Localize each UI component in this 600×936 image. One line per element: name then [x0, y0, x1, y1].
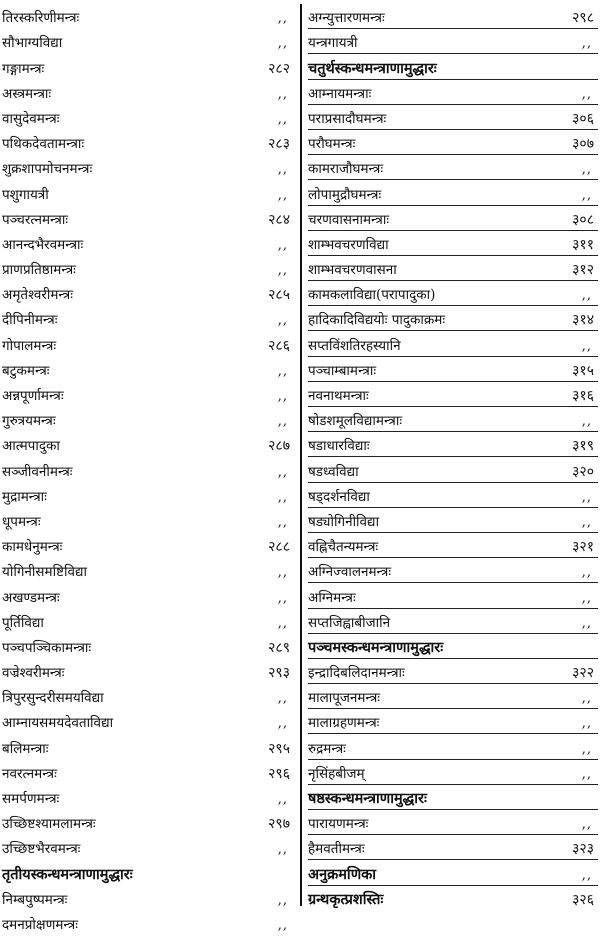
toc-entry [2, 306, 294, 331]
toc-entry [308, 760, 598, 785]
entry-title: आम्नायसमयदेवताविद्या [2, 715, 114, 732]
entry-title: वज्रेश्वरीमन्त्रः [2, 665, 65, 682]
entry-title: षडाधारविद्याः [308, 438, 370, 455]
page-number: २८८ [268, 539, 290, 556]
ditto-mark: ,, [277, 389, 288, 404]
page-number: २८३ [268, 136, 290, 153]
toc-entry [308, 558, 598, 583]
page-number: २८५ [268, 287, 290, 304]
entry-title: वह्निचैतन्यमन्त्रः [308, 539, 379, 556]
page-number: ३२१ [572, 539, 594, 556]
toc-entry [2, 432, 294, 457]
column-divider [300, 4, 302, 906]
ditto-mark: ,, [277, 11, 288, 27]
entry-title: तिरस्करिणीमन्त्रः [2, 10, 80, 27]
toc-entry [2, 583, 294, 608]
toc-entry [308, 80, 598, 105]
toc-entry [308, 281, 598, 306]
toc-entry [308, 407, 598, 432]
toc-entry [2, 810, 294, 835]
toc-entry [2, 709, 294, 734]
ditto-mark: ,, [277, 892, 288, 908]
toc-entry [2, 130, 294, 155]
page-number: २९५ [268, 740, 290, 757]
entry-title: नृसिंहबीजम् [308, 765, 365, 782]
entry-title: नवनाथमन्त्राः [308, 388, 369, 404]
ditto-mark: ,, [277, 691, 288, 707]
page-number: ३२६ [572, 891, 594, 908]
entry-title: पारायणमन्त्रः [308, 816, 369, 833]
toc-entry [2, 886, 294, 911]
toc-entry [2, 911, 294, 936]
ditto-mark: ,, [277, 792, 288, 807]
section-heading-row [308, 860, 598, 885]
toc-entry [308, 130, 598, 155]
toc-entry [308, 734, 598, 759]
ditto-mark: ,, [277, 590, 288, 606]
section-heading: चतुर्थस्कन्धमन्त्राणामुद्धारः [308, 59, 437, 77]
toc-entry [308, 533, 598, 558]
entry-title: मालापूजनमन्त्रः [308, 690, 381, 707]
toc-entry [2, 357, 294, 382]
ditto-mark: ,, [581, 514, 592, 530]
entry-title: नवरत्नमन्त्रः [2, 765, 57, 782]
toc-entry [2, 382, 294, 407]
page-number: २८४ [268, 211, 290, 228]
ditto-mark: ,, [581, 489, 592, 505]
ditto-mark: ,, [581, 867, 592, 883]
entry-title: कामकलाविद्या(परापादुका) [308, 287, 436, 304]
entry-title: शुक्रशापमोचनमन्त्रः [2, 161, 93, 178]
entry-title: षड्दर्शनविद्या [308, 488, 370, 505]
ditto-mark: ,, [581, 288, 592, 304]
ditto-mark: ,, [277, 489, 288, 505]
page-number: २८७ [268, 438, 290, 455]
page-number: ३०७ [572, 136, 594, 153]
toc-entry [308, 357, 598, 382]
toc-entry [2, 407, 294, 432]
entry-title: गङ्गामन्त्रः [2, 60, 45, 77]
ditto-mark: ,, [581, 615, 592, 631]
section-heading: अनुक्रमणिका [308, 865, 377, 883]
entry-title: षडध्वविद्या [308, 463, 359, 480]
toc-entry [308, 583, 598, 608]
toc-entry [308, 306, 598, 331]
ditto-mark: ,, [277, 716, 288, 732]
toc-entry [2, 659, 294, 684]
ditto-mark: ,, [581, 741, 592, 757]
toc-entry [2, 609, 294, 634]
page-number: ३०६ [572, 110, 594, 127]
page-number: २९८ [572, 10, 594, 27]
entry-title: आम्नायमन्त्राः [308, 85, 372, 102]
toc-entry [2, 835, 294, 860]
page-number: ३२३ [572, 841, 594, 858]
right-column [308, 4, 598, 911]
toc-entry [2, 558, 294, 583]
toc-entry [308, 331, 598, 356]
entry-title: धूपमन्त्रः [2, 513, 41, 530]
page-number: ३२० [572, 463, 594, 480]
entry-title: बलिमन्त्राः [2, 740, 49, 757]
section-heading: षष्ठस्कन्धमन्त्राणामुद्धारः [308, 790, 427, 807]
toc-entry [2, 105, 294, 130]
toc-entry [2, 734, 294, 759]
section-heading: तृतीयस्कन्धमन्त्राणामुद्धारः [2, 865, 133, 883]
ditto-mark: ,, [581, 691, 592, 707]
entry-title: समर्पणमन्त्रः [2, 791, 60, 807]
entry-title: पथिकदेवतामन्त्राः [2, 136, 85, 153]
toc-entry [2, 331, 294, 356]
toc-entry [308, 457, 598, 482]
toc-entry [308, 206, 598, 231]
toc-entry [2, 457, 294, 482]
toc-entry [2, 29, 294, 54]
entry-title: चरणवासनामन्त्राः [308, 211, 390, 228]
entry-title: अन्नपूर्णामन्त्रः [2, 388, 64, 404]
toc-entry [2, 231, 294, 256]
page-number: ३११ [572, 236, 594, 253]
ditto-mark: ,, [581, 338, 592, 354]
entry-title: आनन्दभैरवमन्त्राः [2, 236, 84, 253]
toc-entry [2, 80, 294, 105]
ditto-mark: ,, [581, 766, 592, 782]
entry-title: मालाग्रहणमन्त्रः [308, 715, 380, 732]
toc-entry [308, 709, 598, 734]
page-number: ३१४ [572, 312, 594, 329]
entry-title: कामधेनुमन्त्रः [2, 539, 63, 556]
entry-title: रुद्रमन्त्रः [308, 740, 346, 757]
entry-title: गुरुत्रयमन्त्रः [2, 413, 56, 430]
page-number: २८९ [268, 639, 290, 656]
toc-entry [308, 609, 598, 634]
ditto-mark: ,, [277, 917, 288, 933]
entry-title: सप्तजिह्वाबीजानि [308, 614, 391, 631]
page-number: ३१२ [572, 262, 594, 279]
section-heading: ग्रन्थकृत्प्रशस्तिः [308, 890, 384, 908]
ditto-mark: ,, [277, 187, 288, 203]
ditto-mark: ,, [277, 313, 288, 329]
toc-entry [308, 105, 598, 130]
entry-title: प्राणप्रतिष्ठामन्त्रः [2, 262, 76, 279]
section-heading: पञ्चमस्कन्धमन्त्राणामुद्धारः [308, 638, 444, 656]
toc-entry [308, 483, 598, 508]
entry-title: दीपिनीमन्त्रः [2, 312, 58, 329]
entry-title: पराप्रसादौघमन्त्रः [308, 110, 387, 127]
entry-title: वासुदेवमन्त्रः [2, 110, 60, 127]
entry-title: उच्छिष्टश्यामलामन्त्रः [2, 816, 96, 833]
toc-entry [308, 256, 598, 281]
ditto-mark: ,, [277, 162, 288, 178]
entry-title: शाम्भवचरणविद्या [308, 236, 389, 253]
entry-title: अग्निमन्त्रः [308, 589, 356, 606]
toc-entry [308, 29, 598, 54]
page-number: ३१९ [572, 438, 594, 455]
toc-entry [2, 760, 294, 785]
entry-title: सञ्जीवनीमन्त्रः [2, 463, 73, 480]
left-column [2, 4, 294, 936]
ditto-mark: ,, [277, 363, 288, 379]
ditto-mark: ,, [277, 514, 288, 530]
ditto-mark: ,, [581, 162, 592, 178]
section-heading-row [308, 785, 598, 810]
section-heading-row [308, 886, 598, 911]
entry-title: षड्योगिनीविद्या [308, 513, 380, 530]
entry-title: पूर्तिविद्या [2, 614, 44, 631]
section-heading-row [308, 54, 598, 79]
toc-entry [2, 180, 294, 205]
entry-title: लोपामुद्रौघमन्त्रः [308, 186, 382, 203]
entry-title: परौघमन्त्रः [308, 136, 356, 153]
entry-title: अग्न्युत्तारणमन्त्रः [308, 10, 385, 27]
entry-title: सौभाग्यविद्या [2, 35, 63, 52]
toc-entry [308, 835, 598, 860]
section-heading-row [2, 860, 294, 885]
entry-title: उच्छिष्टभैरवमन्त्रः [2, 841, 81, 858]
toc-entry [308, 659, 598, 684]
entry-title: दमनप्रोक्षणमन्त्रः [2, 916, 78, 933]
entry-title: सप्तविंशतिरहस्यानि [308, 337, 401, 354]
entry-title: बटुकमन्त्रः [2, 362, 50, 379]
page-number: ३१६ [572, 388, 594, 404]
entry-title: पञ्चपञ्चिकामन्त्राः [2, 639, 92, 656]
ditto-mark: ,, [581, 817, 592, 833]
ditto-mark: ,, [277, 565, 288, 581]
entry-title: पशुगायत्री [2, 186, 49, 203]
entry-title: गोपालमन्त्रः [2, 337, 57, 354]
toc-entry [308, 508, 598, 533]
entry-title: आत्मपादुका [2, 438, 60, 455]
toc-entry [308, 382, 598, 407]
entry-title: निम्बपुष्पमन्त्रः [2, 891, 68, 908]
ditto-mark: ,, [277, 111, 288, 127]
ditto-mark: ,, [581, 187, 592, 203]
entry-title: मुद्रामन्त्राः [2, 488, 47, 505]
entry-title: यन्त्रगायत्री [308, 35, 358, 52]
ditto-mark: ,, [277, 414, 288, 430]
page-number: ३१५ [572, 362, 594, 379]
entry-title: योगिनीसमष्टिविद्या [2, 564, 87, 581]
toc-entry [2, 483, 294, 508]
toc-entry [2, 684, 294, 709]
toc-entry [2, 206, 294, 231]
ditto-mark: ,, [581, 414, 592, 430]
toc-entry [308, 4, 598, 29]
toc-entry [2, 4, 294, 29]
page-number: २८६ [268, 337, 290, 354]
section-heading-row [308, 634, 598, 659]
toc-entry [2, 785, 294, 810]
ditto-mark: ,, [581, 565, 592, 581]
ditto-mark: ,, [581, 86, 592, 102]
page-number: २८२ [268, 60, 290, 77]
entry-title: पञ्चाम्बामन्त्राः [308, 362, 377, 379]
toc-entry [308, 684, 598, 709]
entry-title: हादिकादिविद्ययोः पादुकाक्रमः [308, 312, 446, 329]
toc-entry [2, 533, 294, 558]
entry-title: षोडशमूलविद्यामन्त्राः [308, 413, 403, 430]
page-number: २९७ [268, 816, 290, 833]
toc-entry [308, 155, 598, 180]
toc-entry [308, 810, 598, 835]
ditto-mark: ,, [581, 36, 592, 52]
toc-entry [2, 155, 294, 180]
toc-entry [308, 432, 598, 457]
page-number: २९३ [268, 665, 290, 682]
toc-entry [2, 54, 294, 79]
page-number: २९६ [268, 765, 290, 782]
ditto-mark: ,, [277, 842, 288, 858]
ditto-mark: ,, [581, 716, 592, 732]
ditto-mark: ,, [277, 237, 288, 253]
entry-title: शाम्भवचरणवासना [308, 262, 397, 279]
toc-entry [2, 508, 294, 533]
entry-title: त्रिपुरसुन्दरीसमयविद्या [2, 690, 104, 707]
ditto-mark: ,, [277, 36, 288, 52]
entry-title: हैमवतीमन्त्रः [308, 841, 365, 858]
page-number: ३०८ [572, 211, 594, 228]
toc-entry [2, 634, 294, 659]
toc-entry [308, 180, 598, 205]
page-number: ३२२ [572, 665, 594, 682]
entry-title: कामराजौघमन्त्रः [308, 161, 384, 178]
entry-title: अखण्डमन्त्रः [2, 589, 60, 606]
ditto-mark: ,, [277, 263, 288, 279]
entry-title: अमृतेश्वरीमन्त्रः [2, 287, 73, 304]
ditto-mark: ,, [277, 615, 288, 631]
toc-entry [2, 256, 294, 281]
entry-title: इन्द्रादिबलिदानमन्त्राः [308, 665, 405, 682]
ditto-mark: ,, [277, 464, 288, 480]
entry-title: अग्निज्वालनमन्त्रः [308, 564, 392, 581]
ditto-mark: ,, [581, 590, 592, 606]
entry-title: अस्त्रमन्त्राः [2, 85, 52, 102]
ditto-mark: ,, [277, 86, 288, 102]
toc-entry [308, 231, 598, 256]
entry-title: पञ्चरत्नमन्त्राः [2, 211, 69, 228]
toc-entry [2, 281, 294, 306]
